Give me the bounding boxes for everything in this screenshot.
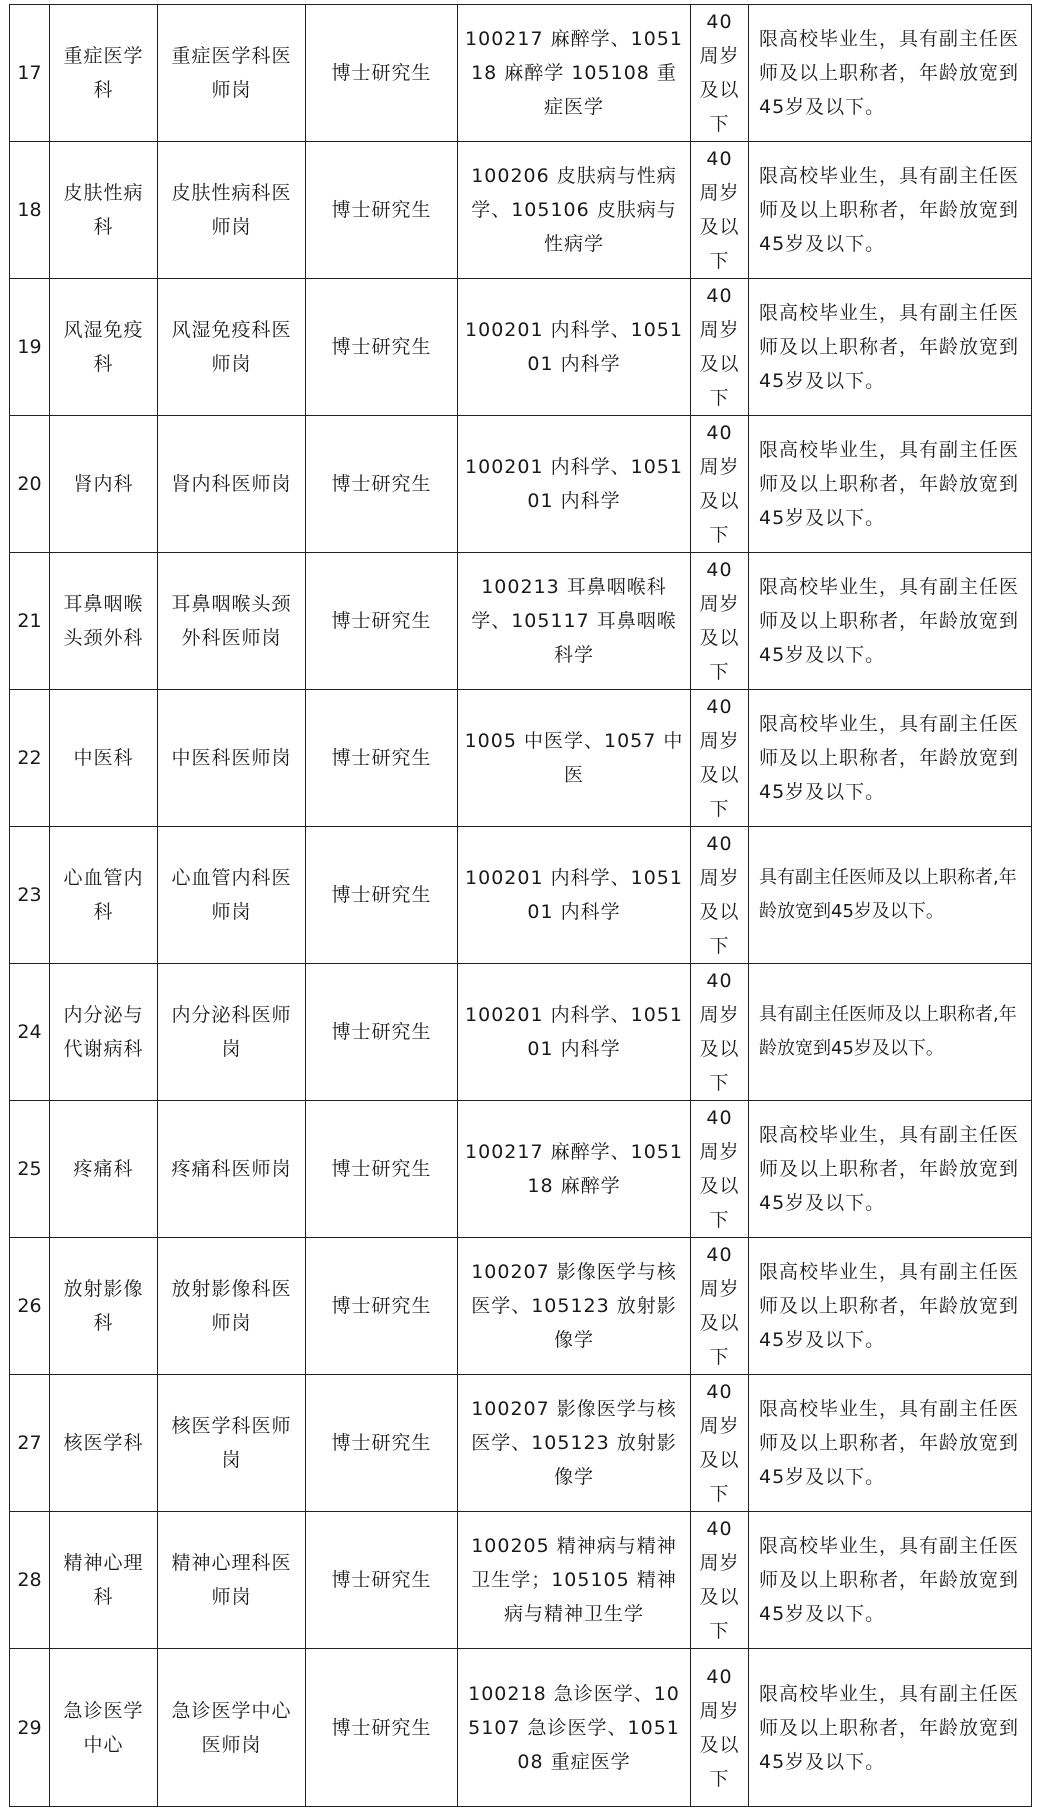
age-limit-cell: 40周岁及以下 [691, 964, 749, 1101]
remarks-cell: 限高校毕业生，具有副主任医师及以上职称者，年龄放宽到45岁及以下。 [749, 1375, 1032, 1512]
major-cell: 100206 皮肤病与性病学、105106 皮肤病与性病学 [458, 142, 691, 279]
major-cell: 100217 麻醉学、105118 麻醉学 [458, 1101, 691, 1238]
post-name-cell: 疼痛科医师岗 [158, 1101, 306, 1238]
age-limit-cell: 40周岁及以下 [691, 690, 749, 827]
age-limit-cell: 40周岁及以下 [691, 1375, 749, 1512]
table-row [10, 827, 1032, 964]
post-name-cell: 核医学科医师岗 [158, 1375, 306, 1512]
remarks-cell: 限高校毕业生，具有副主任医师及以上职称者，年龄放宽到45岁及以下。 [749, 416, 1032, 553]
major-cell: 100207 影像医学与核医学、105123 放射影像学 [458, 1238, 691, 1375]
major-cell: 100201 内科学、105101 内科学 [458, 827, 691, 964]
row-number: 17 [10, 5, 50, 142]
row-number: 26 [10, 1238, 50, 1375]
row-number: 28 [10, 1512, 50, 1649]
table-row [10, 1512, 1032, 1649]
department-cell: 放射影像科 [50, 1238, 158, 1375]
age-limit-cell: 40周岁及以下 [691, 416, 749, 553]
department-cell: 风湿免疫科 [50, 279, 158, 416]
post-name-cell: 心血管内科医师岗 [158, 827, 306, 964]
row-number: 25 [10, 1101, 50, 1238]
department-cell: 皮肤性病科 [50, 142, 158, 279]
remarks-cell: 限高校毕业生，具有副主任医师及以上职称者，年龄放宽到45岁及以下。 [749, 1101, 1032, 1238]
table-row [10, 553, 1032, 690]
remarks-cell: 限高校毕业生，具有副主任医师及以上职称者，年龄放宽到45岁及以下。 [749, 1649, 1032, 1807]
remarks-cell: 限高校毕业生，具有副主任医师及以上职称者，年龄放宽到45岁及以下。 [749, 142, 1032, 279]
major-cell: 100205 精神病与精神卫生学；105105 精神病与精神卫生学 [458, 1512, 691, 1649]
department-cell: 精神心理科 [50, 1512, 158, 1649]
degree-cell: 博士研究生 [306, 1512, 458, 1649]
post-name-cell: 急诊医学中心医师岗 [158, 1649, 306, 1807]
row-number: 19 [10, 279, 50, 416]
degree-cell: 博士研究生 [306, 1101, 458, 1238]
table-body [10, 5, 1032, 1807]
table-row [10, 1101, 1032, 1238]
table-row [10, 690, 1032, 827]
remarks-cell: 限高校毕业生，具有副主任医师及以上职称者，年龄放宽到45岁及以下。 [749, 690, 1032, 827]
age-limit-cell: 40周岁及以下 [691, 553, 749, 690]
age-limit-cell: 40周岁及以下 [691, 1238, 749, 1375]
row-number: 29 [10, 1649, 50, 1807]
row-number: 22 [10, 690, 50, 827]
positions-table [9, 4, 1032, 1807]
age-limit-cell: 40周岁及以下 [691, 5, 749, 142]
degree-cell: 博士研究生 [306, 553, 458, 690]
row-number: 18 [10, 142, 50, 279]
row-number: 21 [10, 553, 50, 690]
department-cell: 内分泌与代谢病科 [50, 964, 158, 1101]
table-row [10, 142, 1032, 279]
degree-cell: 博士研究生 [306, 827, 458, 964]
remarks-cell: 限高校毕业生，具有副主任医师及以上职称者，年龄放宽到45岁及以下。 [749, 279, 1032, 416]
department-cell: 耳鼻咽喉头颈外科 [50, 553, 158, 690]
degree-cell: 博士研究生 [306, 964, 458, 1101]
post-name-cell: 皮肤性病科医师岗 [158, 142, 306, 279]
department-cell: 急诊医学中心 [50, 1649, 158, 1807]
major-cell: 100201 内科学、105101 内科学 [458, 416, 691, 553]
post-name-cell: 放射影像科医师岗 [158, 1238, 306, 1375]
post-name-cell: 中医科医师岗 [158, 690, 306, 827]
degree-cell: 博士研究生 [306, 1375, 458, 1512]
degree-cell: 博士研究生 [306, 416, 458, 553]
post-name-cell: 肾内科医师岗 [158, 416, 306, 553]
major-cell: 100201 内科学、105101 内科学 [458, 279, 691, 416]
remarks-cell: 具有副主任医师及以上职称者,年龄放宽到45岁及以下。 [749, 827, 1032, 964]
age-limit-cell: 40周岁及以下 [691, 827, 749, 964]
remarks-cell: 限高校毕业生，具有副主任医师及以上职称者，年龄放宽到45岁及以下。 [749, 1238, 1032, 1375]
department-cell: 核医学科 [50, 1375, 158, 1512]
post-name-cell: 耳鼻咽喉头颈外科医师岗 [158, 553, 306, 690]
remarks-cell: 具有副主任医师及以上职称者,年龄放宽到45岁及以下。 [749, 964, 1032, 1101]
row-number: 20 [10, 416, 50, 553]
age-limit-cell: 40周岁及以下 [691, 1101, 749, 1238]
post-name-cell: 精神心理科医师岗 [158, 1512, 306, 1649]
department-cell: 中医科 [50, 690, 158, 827]
degree-cell: 博士研究生 [306, 1649, 458, 1807]
department-cell: 心血管内科 [50, 827, 158, 964]
department-cell: 肾内科 [50, 416, 158, 553]
table-row [10, 1238, 1032, 1375]
post-name-cell: 内分泌科医师岗 [158, 964, 306, 1101]
department-cell: 疼痛科 [50, 1101, 158, 1238]
age-limit-cell: 40周岁及以下 [691, 1649, 749, 1807]
age-limit-cell: 40周岁及以下 [691, 142, 749, 279]
major-cell: 100201 内科学、105101 内科学 [458, 964, 691, 1101]
remarks-cell: 限高校毕业生，具有副主任医师及以上职称者，年龄放宽到45岁及以下。 [749, 553, 1032, 690]
degree-cell: 博士研究生 [306, 279, 458, 416]
table-row [10, 964, 1032, 1101]
major-cell: 100213 耳鼻咽喉科学、105117 耳鼻咽喉科学 [458, 553, 691, 690]
row-number: 27 [10, 1375, 50, 1512]
department-cell: 重症医学科 [50, 5, 158, 142]
table-row [10, 279, 1032, 416]
major-cell: 1005 中医学、1057 中医 [458, 690, 691, 827]
post-name-cell: 风湿免疫科医师岗 [158, 279, 306, 416]
table-row [10, 1375, 1032, 1512]
degree-cell: 博士研究生 [306, 142, 458, 279]
remarks-cell: 限高校毕业生，具有副主任医师及以上职称者，年龄放宽到45岁及以下。 [749, 5, 1032, 142]
degree-cell: 博士研究生 [306, 690, 458, 827]
post-name-cell: 重症医学科医师岗 [158, 5, 306, 142]
row-number: 23 [10, 827, 50, 964]
table-row [10, 5, 1032, 142]
major-cell: 100218 急诊医学、105107 急诊医学、105108 重症医学 [458, 1649, 691, 1807]
degree-cell: 博士研究生 [306, 1238, 458, 1375]
table-row [10, 1649, 1032, 1807]
table-row [10, 416, 1032, 553]
major-cell: 100217 麻醉学、105118 麻醉学 105108 重症医学 [458, 5, 691, 142]
age-limit-cell: 40周岁及以下 [691, 279, 749, 416]
row-number: 24 [10, 964, 50, 1101]
major-cell: 100207 影像医学与核医学、105123 放射影像学 [458, 1375, 691, 1512]
age-limit-cell: 40周岁及以下 [691, 1512, 749, 1649]
degree-cell: 博士研究生 [306, 5, 458, 142]
remarks-cell: 限高校毕业生，具有副主任医师及以上职称者，年龄放宽到45岁及以下。 [749, 1512, 1032, 1649]
